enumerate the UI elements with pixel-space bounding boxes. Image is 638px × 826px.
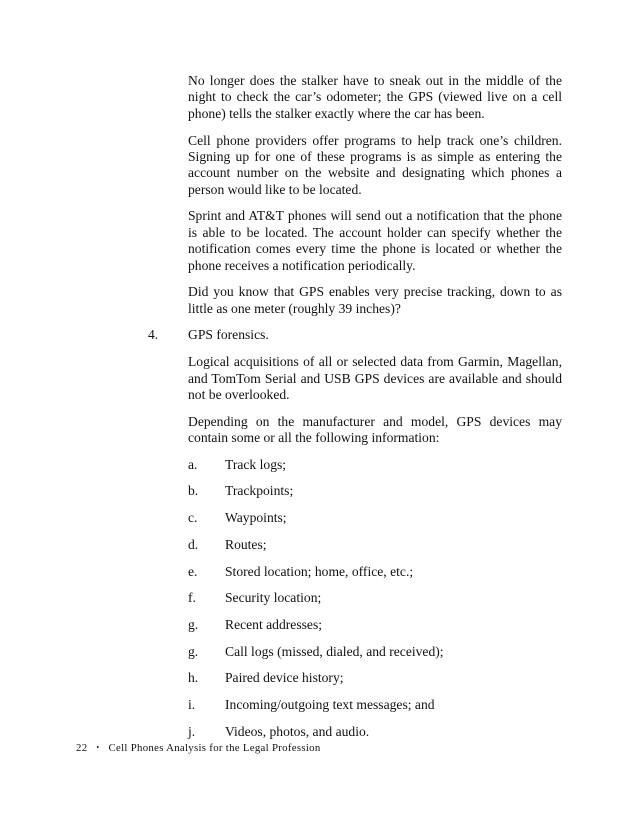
list-item-letter: g. [188,643,199,659]
list-item [188,510,562,526]
list-item-text: Videos, photos, and audio. [225,723,370,739]
list-item [188,670,562,686]
list-item-text: Incoming/outgoing text messages; and [225,696,435,712]
list-item-letter: f. [188,590,196,606]
paragraph-stalker-odometer: No longer does the stalker have to sneak out in the middle of the night to check the car’s odometer; the GPS (viewed live on a cell phone) tells the stalker exactly where the car has been. [188,73,562,121]
list-item-text: Security location; [225,590,322,606]
list-item-text: Stored location; home, office, etc.; [225,563,414,579]
list-item [188,697,562,713]
section-number: 4. [148,327,159,343]
list-item [188,457,562,473]
list-item-text: Call logs (missed, dialed, and received); [225,643,444,659]
list-item-letter: d. [188,536,199,552]
paragraph-gps-device-contents: Depending on the manufacturer and model, GPS devices may contain some or all the following information: [188,413,562,446]
list-item [188,724,562,740]
list-item-letter: e. [188,563,198,579]
list-item-letter: a. [188,456,198,472]
paragraph-logical-acquisitions: Logical acquisitions of all or selected data from Garmin, Magellan, and TomTom Serial and USB GPS devices are available and should not be overlooked. [188,354,562,402]
list-item-text: Track logs; [225,456,287,472]
list-item [188,590,562,606]
page-footer [76,741,321,755]
paragraph-notification: Sprint and AT&T phones will send out a notification that the phone is able to be located. The account holder can specify whether the notification comes every time the phone is located or whether the phone receives a notification periodically. [188,208,562,273]
gps-data-list [188,457,562,740]
list-item-text: Routes; [225,536,267,552]
paragraph-gps-precision: Did you know that GPS enables very precise tracking, down to as little as one meter (roughly 39 inches)? [188,284,562,316]
list-item-letter: b. [188,483,199,499]
list-item-text: Waypoints; [225,510,287,526]
footer-separator: • [96,743,100,752]
list-item [188,564,562,580]
list-item-letter: g. [188,616,199,632]
list-item-letter: c. [188,510,198,526]
section-heading: GPS forensics. [188,327,269,343]
list-item [188,537,562,553]
list-item-letter: h. [188,670,199,686]
paragraph-provider-programs: Cell phone providers offer programs to help track one’s children. Signing up for one of these programs is as simple as entering the account number on the website and designating which phones a person would like to be located. [188,132,562,197]
list-item-text: Paired device history; [225,670,344,686]
list-item [188,644,562,660]
section-heading-row [148,327,562,343]
book-title: Cell Phones Analysis for the Legal Profession [108,742,321,754]
list-item-text: Trackpoints; [225,483,294,499]
page-number: 22 [76,742,88,754]
list-item-letter: i. [188,696,196,712]
list-item-letter: j. [188,723,196,739]
list-item-text: Recent addresses; [225,616,323,632]
list-item [188,483,562,499]
list-item [188,617,562,633]
